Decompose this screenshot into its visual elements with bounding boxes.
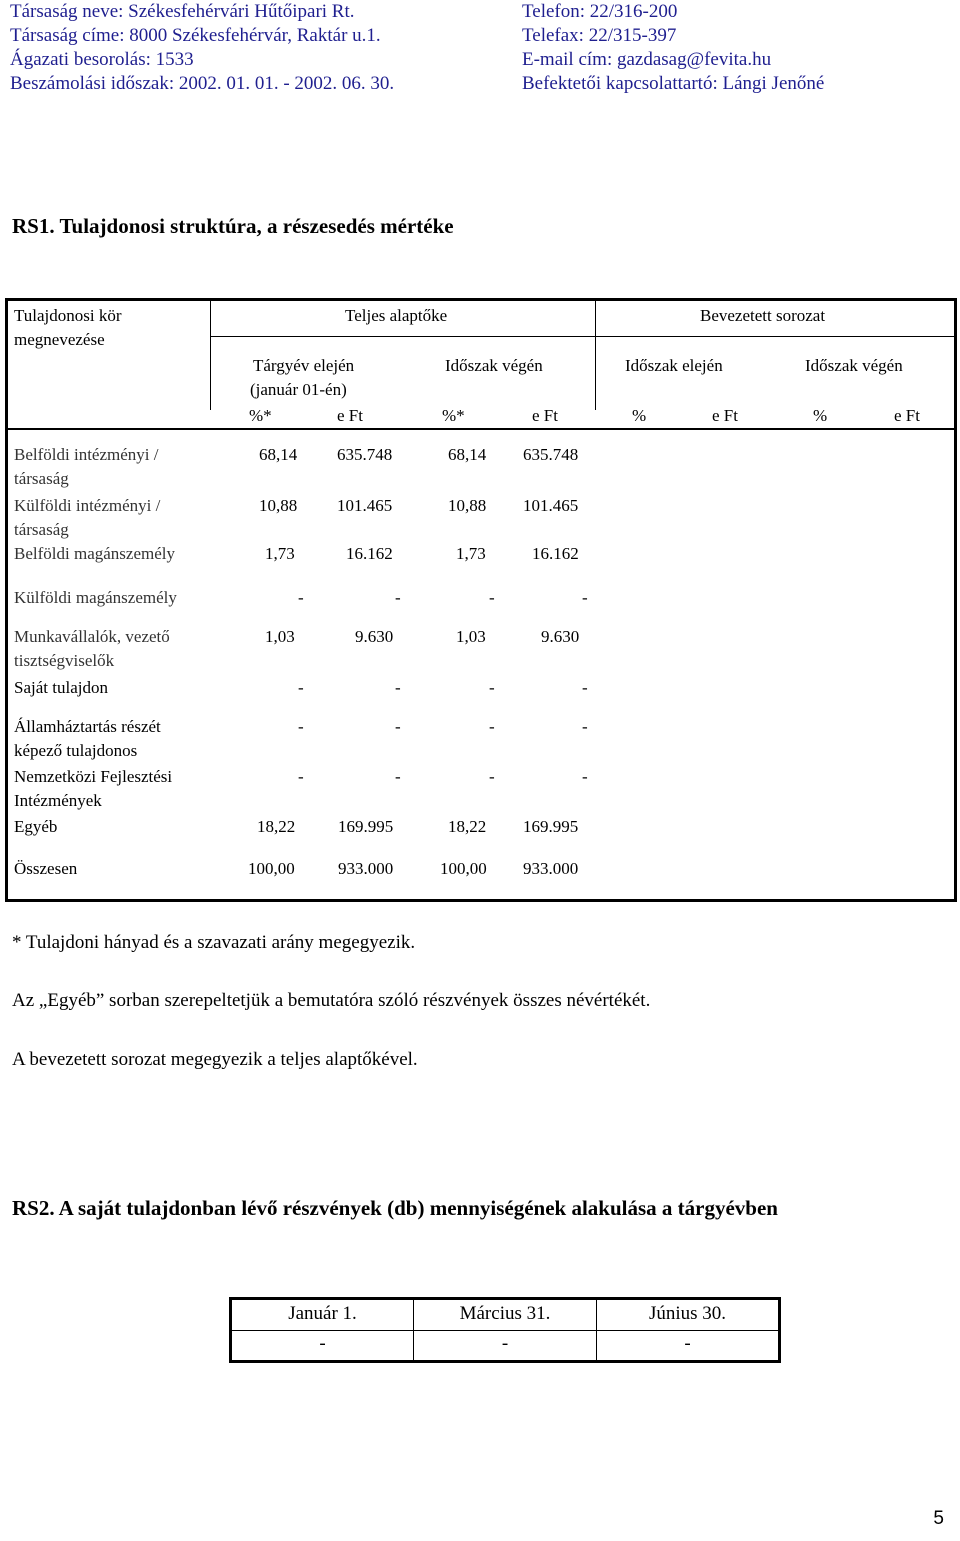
ownership-table bbox=[5, 298, 957, 902]
company-info bbox=[10, 0, 394, 96]
value-cell: 635.748 bbox=[337, 445, 393, 464]
row-label-2: Intézmények bbox=[14, 791, 102, 810]
value-cell: - bbox=[582, 717, 588, 736]
value-cell: 18,22 bbox=[448, 817, 487, 836]
row-label-2: társaság bbox=[14, 520, 69, 539]
fax: Telefax: 22/315-397 bbox=[522, 25, 677, 46]
value-cell: 1,03 bbox=[265, 627, 295, 646]
value-cell: 9.630 bbox=[355, 627, 394, 646]
contact-info bbox=[522, 0, 824, 96]
col-header-mar: Március 31. bbox=[459, 1303, 551, 1324]
value-cell: - bbox=[489, 717, 495, 736]
value-cell: - bbox=[582, 588, 588, 607]
sub-period-start: Időszak elején bbox=[625, 356, 723, 375]
value-cell: - bbox=[489, 678, 495, 697]
unit-pct-3: % bbox=[632, 406, 647, 425]
unit-pct-4: % bbox=[813, 406, 828, 425]
company-address: Társaság címe: 8000 Székesfehérvár, Raktár u.1. bbox=[10, 25, 381, 46]
email: E-mail cím: gazdasag@fevita.hu bbox=[522, 49, 772, 70]
value-cell: 1,73 bbox=[456, 544, 486, 563]
value-cell: 10,88 bbox=[448, 496, 487, 515]
group-listed-series: Bevezetett sorozat bbox=[700, 306, 826, 325]
company-name: Társaság neve: Székesfehérvári Hűtőipari Rt. bbox=[10, 1, 355, 22]
value-cell: - bbox=[395, 678, 401, 697]
row-label: Külföldi intézményi / bbox=[14, 496, 161, 515]
row-label-2: tisztségviselők bbox=[14, 651, 115, 670]
value-cell: 68,14 bbox=[448, 445, 487, 464]
footnote-other: Az „Egyéb” sorban szerepeltetjük a bemutatóra szóló részvények összes névértékét. bbox=[12, 990, 651, 1011]
row-label: Munkavállalók, vezető bbox=[14, 627, 170, 646]
row-label: Saját tulajdon bbox=[14, 678, 108, 697]
row-label-2: társaság bbox=[14, 469, 69, 488]
row-label: Összesen bbox=[14, 859, 78, 878]
value-cell: - bbox=[582, 678, 588, 697]
value-cell: 68,14 bbox=[259, 445, 298, 464]
unit-pct-2: %* bbox=[442, 406, 465, 425]
value-cell: 10,88 bbox=[259, 496, 298, 515]
value-cell: - bbox=[395, 767, 401, 786]
rs2-title: RS2. A saját tulajdonban lévő részvények (db) mennyiségének alakulása a tárgyévben bbox=[12, 1196, 778, 1220]
sub-period-end-2: Időszak végén bbox=[805, 356, 903, 375]
value-cell: 9.630 bbox=[541, 627, 580, 646]
value-cell: - bbox=[489, 588, 495, 607]
value-cell: 1,03 bbox=[456, 627, 486, 646]
row-label: Belföldi magánszemély bbox=[14, 544, 175, 563]
rs1-title: RS1. Tulajdonosi struktúra, a részesedés mértéke bbox=[12, 214, 454, 238]
value-cell: - bbox=[395, 588, 401, 607]
unit-pct-1: %* bbox=[249, 406, 272, 425]
sub-year-start: Tárgyév elején bbox=[253, 356, 355, 375]
col-header-name: Tulajdonosi kör bbox=[14, 306, 122, 325]
value-cell: 933.000 bbox=[523, 859, 579, 878]
value-cell: - bbox=[298, 767, 304, 786]
row-label: Nemzetközi Fejlesztési bbox=[14, 767, 173, 786]
value-cell: 635.748 bbox=[523, 445, 579, 464]
value-cell: 16.162 bbox=[346, 544, 393, 563]
value-cell: 101.465 bbox=[337, 496, 393, 515]
value-cell: 100,00 bbox=[248, 859, 295, 878]
value-cell: 169.995 bbox=[338, 817, 394, 836]
value-cell: 1,73 bbox=[265, 544, 295, 563]
value-cell: - bbox=[489, 767, 495, 786]
sub-year-start-2: (január 01-én) bbox=[250, 380, 347, 399]
value-cell: 18,22 bbox=[257, 817, 296, 836]
col-header-name-2: megnevezése bbox=[14, 330, 105, 349]
value-cell: - bbox=[298, 588, 304, 607]
footnote-series: A bevezetett sorozat megegyezik a teljes alaptőkével. bbox=[12, 1049, 418, 1070]
value-cell: 100,00 bbox=[440, 859, 487, 878]
unit-eft-3: e Ft bbox=[712, 406, 738, 425]
sub-period-end: Időszak végén bbox=[445, 356, 543, 375]
row-label: Egyéb bbox=[14, 817, 58, 836]
unit-eft-4: e Ft bbox=[894, 406, 920, 425]
unit-eft-2: e Ft bbox=[532, 406, 558, 425]
page-number: 5 bbox=[933, 1508, 944, 1529]
value-jun: - bbox=[684, 1333, 691, 1354]
investor-contact: Befektetői kapcsolattartó: Lángi Jenőné bbox=[522, 73, 825, 94]
unit-eft-1: e Ft bbox=[337, 406, 363, 425]
value-cell: 169.995 bbox=[523, 817, 579, 836]
sector-code: Ágazati besorolás: 1533 bbox=[10, 49, 194, 70]
value-cell: - bbox=[298, 717, 304, 736]
footnote-ownership: * Tulajdoni hányad és a szavazati arány megegyezik. bbox=[12, 932, 416, 953]
col-header-jun: Június 30. bbox=[648, 1303, 727, 1324]
value-cell: 101.465 bbox=[523, 496, 579, 515]
row-label: Államháztartás részét bbox=[14, 717, 161, 736]
value-cell: - bbox=[298, 678, 304, 697]
value-mar: - bbox=[501, 1333, 509, 1354]
value-cell: 16.162 bbox=[532, 544, 579, 563]
reporting-period: Beszámolási időszak: 2002. 01. 01. - 2002. 06. 30. bbox=[10, 73, 395, 94]
value-cell: - bbox=[582, 767, 588, 786]
value-cell: - bbox=[395, 717, 401, 736]
col-header-jan: Január 1. bbox=[288, 1303, 357, 1324]
row-label: Belföldi intézményi / bbox=[14, 445, 159, 464]
row-label: Külföldi magánszemély bbox=[14, 588, 177, 607]
treasury-shares-table bbox=[229, 1297, 781, 1363]
value-cell: 933.000 bbox=[338, 859, 394, 878]
group-total-capital: Teljes alaptőke bbox=[345, 306, 448, 325]
phone: Telefon: 22/316-200 bbox=[522, 1, 678, 22]
value-jan: - bbox=[319, 1333, 326, 1354]
row-label-2: képező tulajdonos bbox=[14, 741, 138, 760]
